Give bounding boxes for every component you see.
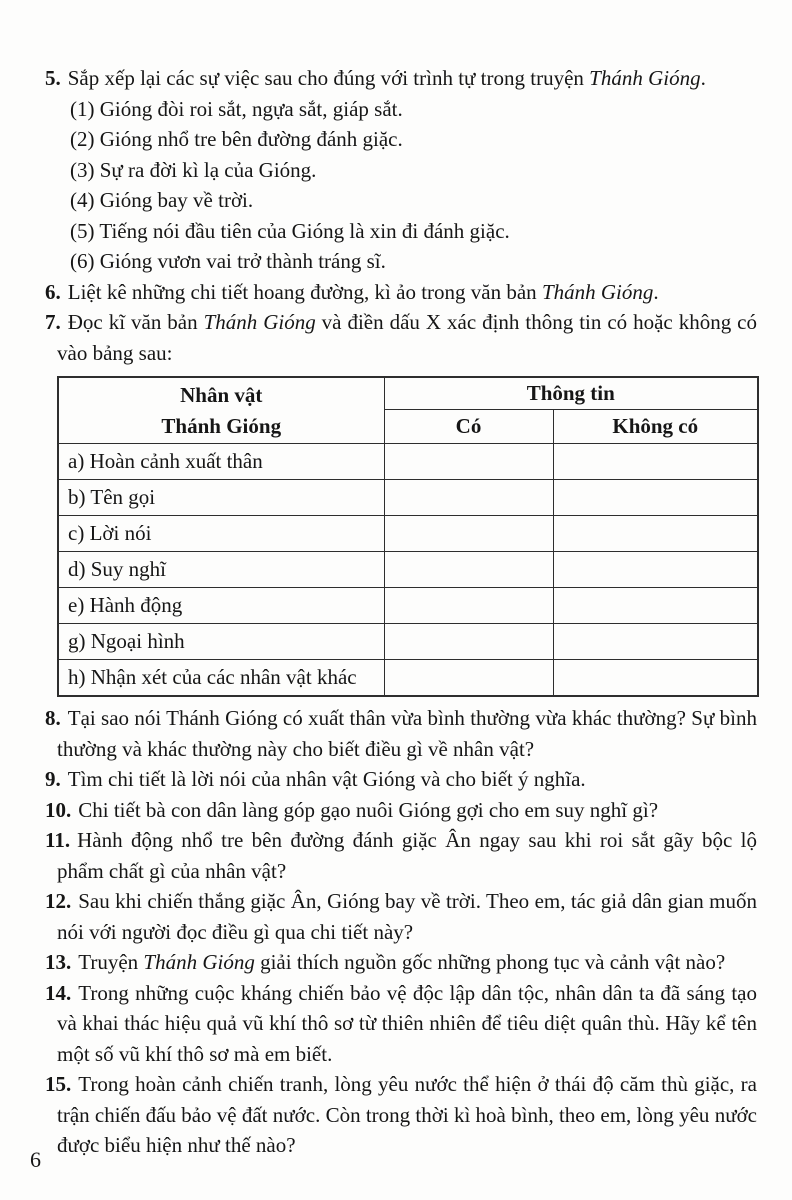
list-item-3: (3) Sự ra đời kì lạ của Gióng. <box>70 157 317 182</box>
question-text: giải thích nguồn gốc những phong tục và cảnh vật nào? <box>254 950 726 974</box>
row-label: h) Nhận xét của các nhân vật khác <box>58 660 384 697</box>
question-text: Sắp xếp lại các sự việc sau cho đúng với trình tự trong truyện <box>67 66 590 90</box>
table-row <box>58 660 758 697</box>
question-text: Chi tiết bà con dân làng góp gạo nuôi Gióng gợi cho em suy nghĩ gì? <box>78 797 659 822</box>
story-title: Thánh Gióng <box>541 279 654 304</box>
question-number: 11. <box>45 828 71 852</box>
info-table <box>57 376 759 697</box>
question-text: . <box>653 279 659 304</box>
question-10 <box>45 795 757 826</box>
row-label: g) Ngoại hình <box>58 624 384 660</box>
table-row <box>58 480 758 516</box>
page-number: 6 <box>30 1147 41 1172</box>
cell-no <box>553 516 758 552</box>
table-row <box>58 588 758 624</box>
cell-no <box>553 444 758 480</box>
question-number: 14. <box>45 980 72 1005</box>
table-header-no: Không có <box>553 410 758 444</box>
question-12 <box>45 886 757 947</box>
question-text: Hành động nhổ tre bên đường đánh giặc Ân ngay sau khi roi sắt gãy bộc lộ phẩm chất gì của nhân vật? <box>57 828 757 883</box>
table-header-character-line2: Thánh Gióng <box>161 413 282 438</box>
cell-yes <box>384 552 553 588</box>
question-text: Tìm chi tiết là lời nói của nhân vật Gióng và cho biết ý nghĩa. <box>67 767 586 791</box>
story-title: Thánh Gióng <box>203 310 316 334</box>
question-text: Đọc kĩ văn bản <box>67 310 204 334</box>
row-label: c) Lời nói <box>58 516 384 552</box>
list-item-4: (4) Gióng bay về trời. <box>70 188 254 212</box>
question-text: . <box>700 66 706 90</box>
cell-no <box>553 588 758 624</box>
question-number: 15. <box>45 1072 72 1096</box>
row-label: d) Suy nghĩ <box>58 552 384 588</box>
row-label: b) Tên gọi <box>58 480 384 516</box>
question-8 <box>45 703 757 764</box>
table-header-info: Thông tin <box>384 377 758 410</box>
question-5 <box>45 63 757 94</box>
cell-yes <box>384 588 553 624</box>
question-text: Tại sao nói Thánh Gióng có xuất thân vừa bình thường vừa khác thường? Sự bình thường và khác thường này cho biết điều gì về nhân vật? <box>57 706 757 761</box>
question-text: Trong hoàn cảnh chiến tranh, lòng yêu nước thể hiện ở thái độ căm thù giặc, ra trận chiến đấu bảo vệ đất nước. Còn trong thời kì hoà bình, theo em, lòng yêu nước được biểu hiện như thế nào? <box>57 1072 757 1157</box>
row-label: a) Hoàn cảnh xuất thân <box>58 444 384 480</box>
question-14 <box>45 978 757 1070</box>
list-item-5: (5) Tiếng nói đầu tiên của Gióng là xin đi đánh giặc. <box>70 218 510 243</box>
question-9 <box>45 764 757 795</box>
cell-yes <box>384 660 553 697</box>
cell-no <box>553 552 758 588</box>
question-number: 7. <box>45 310 61 334</box>
question-13 <box>45 947 757 978</box>
question-number: 12. <box>45 889 72 913</box>
story-title: Thánh Gióng <box>143 950 255 974</box>
question-11 <box>45 825 757 886</box>
table-row <box>58 552 758 588</box>
table-header-character-line1: Nhân vật <box>180 382 263 407</box>
question-text: Trong những cuộc kháng chiến bảo vệ độc lập dân tộc, nhân dân ta đã sáng tạo và khai thác hiệu quả vũ khí thô sơ từ thiên nhiên để tiêu diệt quân thù. Hãy kể tên một số vũ khí thô sơ mà em biết. <box>57 980 757 1066</box>
table-row <box>58 624 758 660</box>
table-row <box>58 516 758 552</box>
question-number: 10. <box>45 797 72 822</box>
row-label: e) Hành động <box>58 588 384 624</box>
story-title: Thánh Gióng <box>589 66 701 90</box>
cell-yes <box>384 516 553 552</box>
question-text: và điền dấu X xác định thông tin có hoặc không có vào bảng sau: <box>57 310 757 365</box>
question-6 <box>45 277 757 308</box>
table-header-character <box>58 377 384 444</box>
question-number: 8. <box>45 706 61 730</box>
cell-yes <box>384 444 553 480</box>
question-7 <box>45 307 757 368</box>
cell-no <box>553 624 758 660</box>
question-text: Liệt kê những chi tiết hoang đường, kì ảo trong văn bản <box>67 279 542 304</box>
list-item-2: (2) Gióng nhổ tre bên đường đánh giặc. <box>70 127 403 151</box>
cell-no <box>553 480 758 516</box>
cell-yes <box>384 480 553 516</box>
list-item-6: (6) Gióng vươn vai trở thành tráng sĩ. <box>70 249 386 273</box>
list-item-1: (1) Gióng đòi roi sắt, ngựa sắt, giáp sắt. <box>70 96 403 121</box>
cell-no <box>553 660 758 697</box>
question-number: 9. <box>45 767 61 791</box>
question-number: 13. <box>45 950 72 974</box>
question-text: Truyện <box>78 950 144 974</box>
question-number: 6. <box>45 279 61 304</box>
question-text: Sau khi chiến thắng giặc Ân, Gióng bay về trời. Theo em, tác giả dân gian muốn nói với người đọc điều gì qua chi tiết này? <box>57 889 757 944</box>
question-number: 5. <box>45 66 61 90</box>
cell-yes <box>384 624 553 660</box>
question-15 <box>45 1069 757 1161</box>
table-row <box>58 444 758 480</box>
table-header-yes: Có <box>384 410 553 444</box>
